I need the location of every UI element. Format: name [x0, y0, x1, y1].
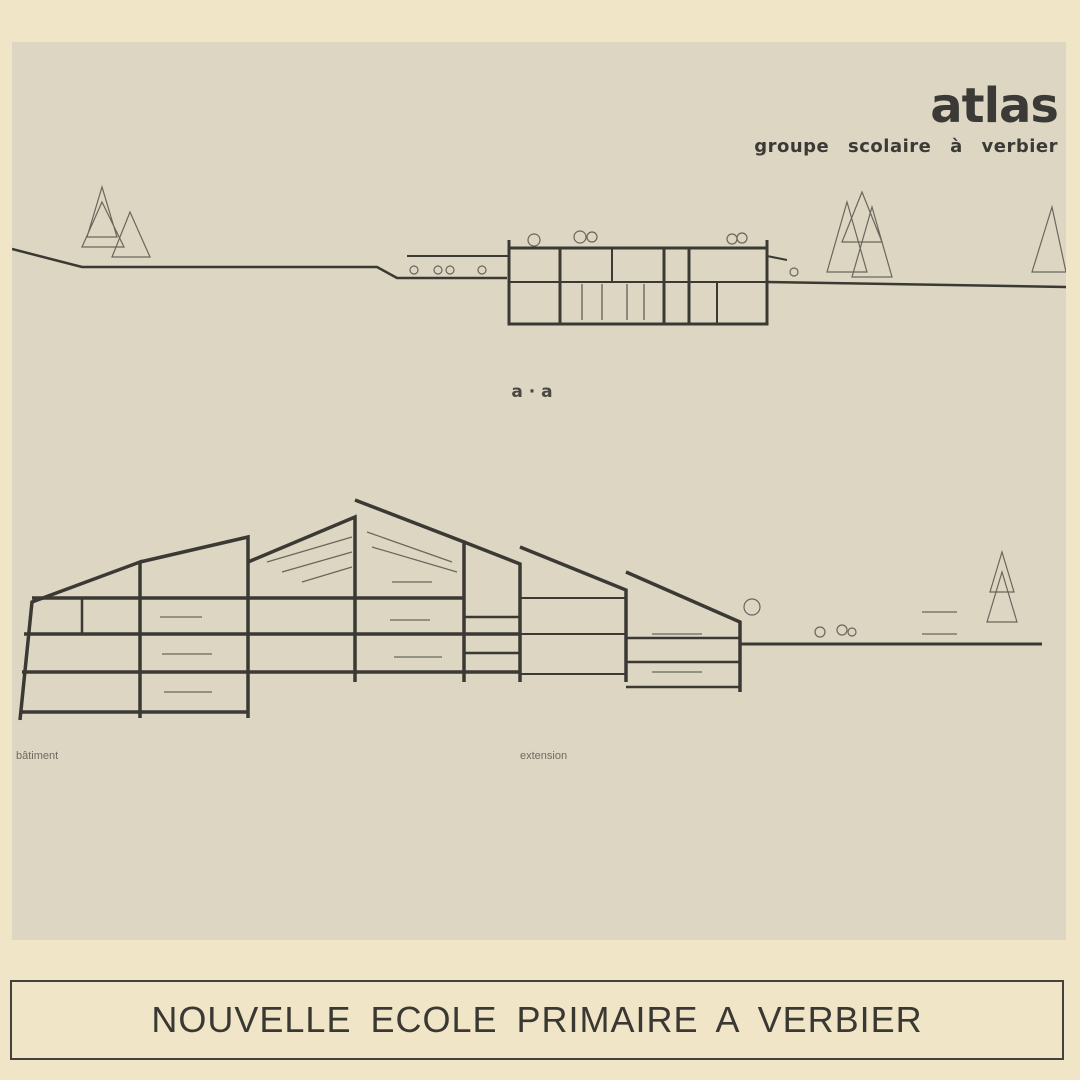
architectural-drawing-plate [12, 42, 1066, 940]
project-subtitle: groupe scolaire à verbier [754, 136, 1058, 157]
tree-sketches-upper [82, 187, 1066, 277]
section-a-a [12, 240, 1066, 324]
caption-box [10, 980, 1064, 1060]
section-drawings [12, 42, 1066, 940]
caption-title: NOUVELLE ECOLE PRIMAIRE A VERBIER [151, 999, 923, 1040]
interior-details [160, 532, 1017, 692]
atlas-logo: atlas [930, 78, 1058, 134]
atlas-brand-block [754, 78, 1058, 157]
label-extension: extension [520, 750, 568, 762]
label-left: bâtiment [16, 750, 59, 762]
section-label: a · a [511, 382, 553, 402]
longitudinal-section [20, 500, 1042, 720]
